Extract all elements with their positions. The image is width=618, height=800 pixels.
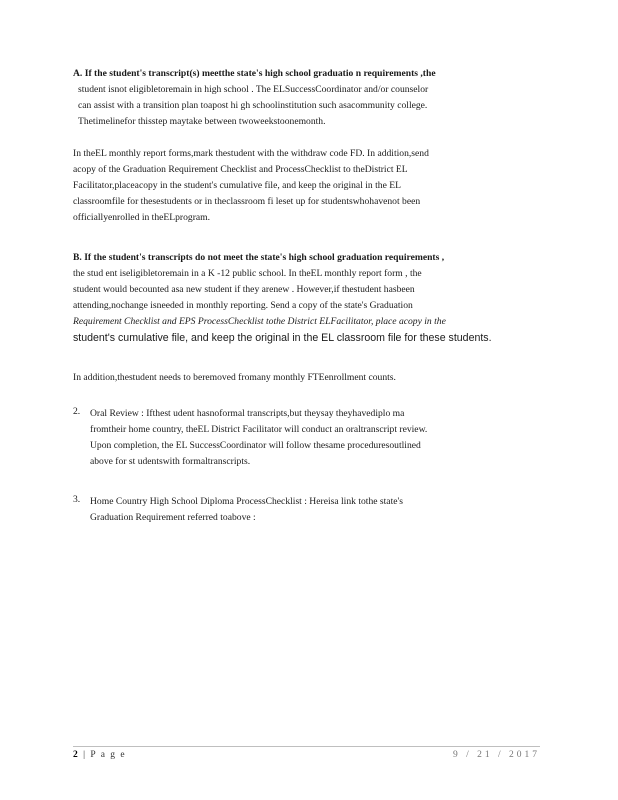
section-a2-line-3: Facilitator,placeacopy in the student's cumulative file, and keep the original in the EL [73, 180, 401, 191]
page-number: 2 [73, 750, 80, 760]
section-a2-line-1: In theEL monthly report forms,mark thestudent with the withdraw code FD. In addition,send [73, 148, 429, 159]
section-a-followup-paragraph [73, 146, 535, 226]
section-a2-line-2: acopy of the Graduation Requirement Checklist and ProcessChecklist to theDistrict EL [73, 164, 408, 175]
item-3-line-2: Graduation Requirement referred toabove : [90, 512, 256, 523]
section-b-line-3: student would becounted asa new student if they arenew . However,if thestudent hasbeen [73, 284, 415, 295]
section-a-line-4: Thetimelinefor thisstep maytake between twoweekstoonemonth. [78, 116, 326, 127]
footer-date: 9 / 21 / 2017 [452, 750, 540, 760]
page-footer [73, 746, 540, 765]
section-a2-line-5: officiallyenrolled in theELprogram. [73, 212, 211, 223]
section-b-line-1: B. If the student's transcripts do not meet the state's high school graduation requirements , [73, 252, 445, 263]
section-a-line-1: A. If the student's transcript(s) meetthe state's high school graduatio n requirements ,the [73, 68, 436, 79]
section-a-line-2: student isnot eligibletoremain in high school . The ELSuccessCoordinator and/or counselor [78, 84, 429, 95]
page-indicator [73, 750, 126, 760]
section-b-followup-paragraph [73, 370, 535, 386]
section-a-line-3: can assist with a transition plan toapost hi gh schoolinstitution such asacommunity college. [78, 100, 428, 111]
item-2-line-3: Upon completion, the EL SuccessCoordinator will follow thesame proceduresoutlined [90, 440, 421, 451]
item-2-line-4: above for st udentswith formaltranscripts. [90, 456, 251, 467]
section-b-line-6: student's cumulative file, and keep the original in the EL classroom file for these students. [73, 332, 492, 344]
section-a2-line-4: classroomfile for thesestudents or in theclassroom fi leset up for studentswhohavenot been [73, 196, 421, 207]
section-a-paragraph [73, 66, 535, 130]
item-2-number: 2. [73, 406, 81, 417]
section-b-line-4: attending,nochange isneeded in monthly reporting. Send a copy of the state's Graduation [73, 300, 413, 311]
item-3-line-1: Home Country High School Diploma ProcessChecklist : Hereisa link tothe state's [90, 496, 403, 507]
item-2-line-2: fromtheir home country, theEL District Facilitator will conduct an oraltranscript review. [90, 424, 428, 435]
item-2-line-1: Oral Review : Ifthest udent hasnoformal transcripts,but theysay theyhavediplo ma [90, 408, 405, 419]
section-b-line-2: the stud ent iseligibletoremain in a K -12 public school. In theEL monthly report form , the [73, 268, 422, 279]
item-2-oral-review [90, 406, 535, 470]
section-b-line-5: Requirement Checklist and EPS ProcessChecklist tothe District ELFacilitator, place acopy in the [73, 316, 446, 327]
item-3-number: 3. [73, 494, 81, 505]
section-b2-text: In addition,thestudent needs to beremoved fromany monthly FTEenrollment counts. [73, 372, 396, 383]
page-label: | P a g e [79, 750, 127, 760]
item-3-home-country-checklist [90, 494, 535, 526]
section-b-paragraph [73, 250, 535, 346]
